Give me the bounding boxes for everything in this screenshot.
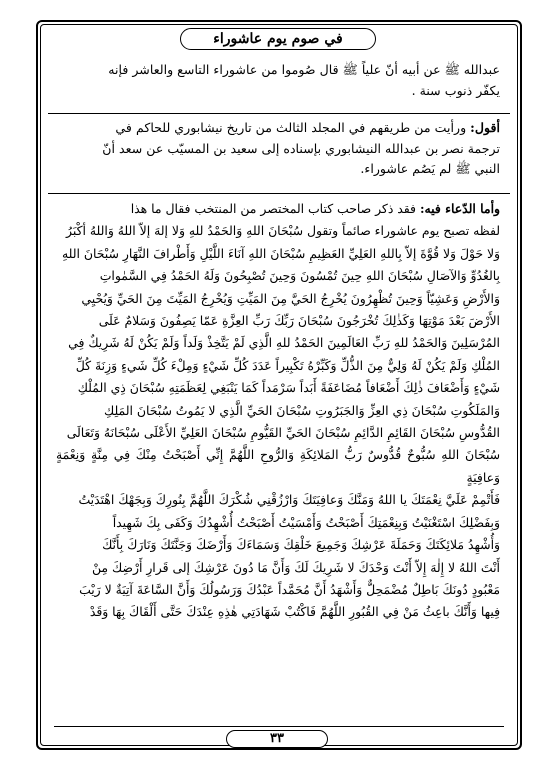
text-line: شَيْءٍ وَأَضْعَافَ ذٰلِكَ أَضْعَافاً مُضَاعَفَةً أَبَداً سَرْمَداً كَمَا يَنْبَغِي لِعَظَمَتِهِ سُبْحَانَ ذِي المُلْكِ (77, 380, 500, 396)
text-line: ورأيت من طريقهم في المجلد الثالث من تاريخ نيشابوري للحاكم في (115, 120, 471, 135)
page-number-badge (226, 730, 328, 748)
text-line: فقد ذكر صاحب كتاب المختصر من المنتخب فقال ما هذا (130, 201, 420, 216)
text-line: المُلْكِ وَلَمْ يَكُنْ لَهُ وَلِيٌّ مِنَ الذُّلِّ وَكَبِّرْهُ تَكْبِيراً عَدَدَ كُلِّ شَيْءٍ وَمِلْءَ كُلِّ شَيءٍ وَزِنَةَ كُلِّ (75, 357, 500, 373)
text-line: فِيها وَأَنَّكَ باعِثُ مَنْ فِي القُبُورِ اللَّهُمَّ فَاكْتُبْ شَهَادَتِي هٰذِهِ عِنْدَكَ حَتَّى أَلْقَاكَ بِهَا وَقَدْ (89, 604, 500, 620)
text-line: فَأَتْمِمْ عَلَيَّ نِعْمَتَكَ يا اللهُ وَمَنَّكَ وَعافِيَتَكَ وَارْزُقْنِي شُكْرَكَ اللَّهُمَّ بِنُورِكَ وَبِجَهْكَ اهْتَدَيْتُ (78, 492, 500, 508)
text-line: القُدُّوسِ سُبْحَانَ القَائِمِ الدَّائِمِ سُبْحَانَ الحَيِّ القَيُّومِ سُبْحَانَ العَلِيِّ الأَعْلَى سُبْحَانَهُ وَتَعَالَى (66, 425, 500, 441)
paragraph-label: أقول: (470, 120, 500, 135)
running-header (180, 28, 376, 50)
section-divider (48, 113, 510, 114)
header-title: في صوم يوم عاشوراء (213, 31, 343, 47)
paragraph-label: وأما الدّعاء فيه: (419, 201, 500, 216)
text-line: سُبْحَانَ اللهِ سُبُّوحٌ قُدُّوسٌ رَبُّ المَلائِكَةِ وَالرُّوحِ اللَّهُمَّ إِنِّي أَصْبَحْتُ مِنْكَ فِي مِنَّةٍ وَنِعْمَةٍ وَعافِيَةٍ (56, 447, 500, 485)
text-line: لفظه تصبح يوم عاشوراء صائماً وتقول سُبْحَانَ اللهِ وَالحَمْدُ للهِ وَلا إلهَ إلاّ اللهُ وَاللهُ أكْبَرُ (66, 223, 500, 239)
section-divider (48, 193, 510, 194)
page-number: ٣٣ (270, 731, 284, 746)
text-line: النبي ﷺ لم يَصُم عاشوراء. (360, 161, 500, 176)
paragraph-narration (56, 60, 500, 112)
text-line: مَعْبُودٍ دُونَكَ بَاطِلٌ مُضْمَحِلٌّ وَأَشْهَدُ أَنَّ مُحَمَّداً عَبْدُكَ وَرَسُولُكَ وَأَنَّ السَّاعَةَ آتِيَةٌ لا رَيْبَ (79, 581, 500, 597)
text-line: وَلا حَوْلَ وَلا قُوَّةَ إلاّ بِاللهِ العَلِيِّ العَظِيمِ سُبْحَانَ اللهِ آنَاءَ اللَّيْلِ وَأَطْرافَ النَّهَارِ سُبْحَانَ اللهِ (62, 245, 500, 261)
text-line: أَنْتَ اللهُ لا إِلٰهَ إِلاّ أَنْتَ وَحْدَكَ لا شَرِيكَ لَكَ وَأَنَّ مَا دُونَ عَرْشِكَ إلى قَرارِ أَرْضِكَ مِنْ (91, 559, 500, 575)
text-line: ترجمة نصر بن عبدالله النيشابوري بإسناده إلى سعيد بن المسيّب عن سعد أنّ (102, 140, 500, 156)
text-line: وَالأَرْضِ وَعَشِيّاً وَحِينَ تُظْهِرُونَ يُخْرِجُ الحَيَّ مِنَ المَيِّتِ وَيُخْرِجُ المَيِّتَ مِنَ الحَيِّ وَيُحْيِي (81, 290, 500, 306)
text-line: وَأُشْهِدُ مَلائِكَتَكَ وَحَمَلَةَ عَرْشِكَ وَجَمِيعَ خَلْقِكَ وَسَمَاءَكَ وَأَرْضَكَ وَجَنَّتَكَ وَنَارَكَ بِأَنَّكَ (102, 537, 500, 553)
text-line: بِالغُدُوِّ وَالآصَالِ سُبْحَانَ اللهِ حِينَ تُمْسُونَ وَحِينَ تُصْبِحُونَ وَلَهُ الحَمْدُ فِي السَّمٰواتِ (99, 268, 500, 284)
text-line: يكفّر ذنوب سنة . (411, 82, 500, 98)
text-line: المُرْسَلِينَ وَالحَمْدُ للهِ رَبِّ العَالَمِينَ الحَمْدُ للهِ الَّذِي لَمْ يَتَّخِذْ وَلَداً وَلَمْ يَكُنْ لَهُ شَرِيكٌ فِي (68, 335, 500, 351)
paragraph-author-note (56, 118, 500, 192)
text-line: عبدالله ﷺ عن أبيه أنّ علياً ﷺ قال صُوموا من عاشوراء التاسع والعاشر فإنه (108, 62, 500, 77)
paragraph-supplication (56, 198, 500, 726)
text-line: الأَرْضَ بَعْدَ مَوْتِهَا وَكَذٰلِكَ تُخْرَجُونَ سُبْحَانَ رَبِّكَ رَبِّ العِزَّةِ عَمّا يَصِفُونَ وَسَلامٌ عَلَى (98, 313, 500, 329)
text-line: وَالمَلَكُوتِ سُبْحَانَ ذِي العِزِّ وَالجَبَرُوتِ سُبْحَانَ الحَيِّ الَّذِي لا يَمُوتُ سُبْحَانَ المَلِكِ (104, 402, 500, 418)
text-line: وَبِفَضْلِكَ اسْتَغْنَيْتُ وَبِنِعْمَتِكَ أَصْبَحْتُ وَأَمْسَيْتُ أَصْبَحْتُ أُشْهِدُكَ وَكَفَى بِكَ شَهِيداً (112, 514, 500, 530)
